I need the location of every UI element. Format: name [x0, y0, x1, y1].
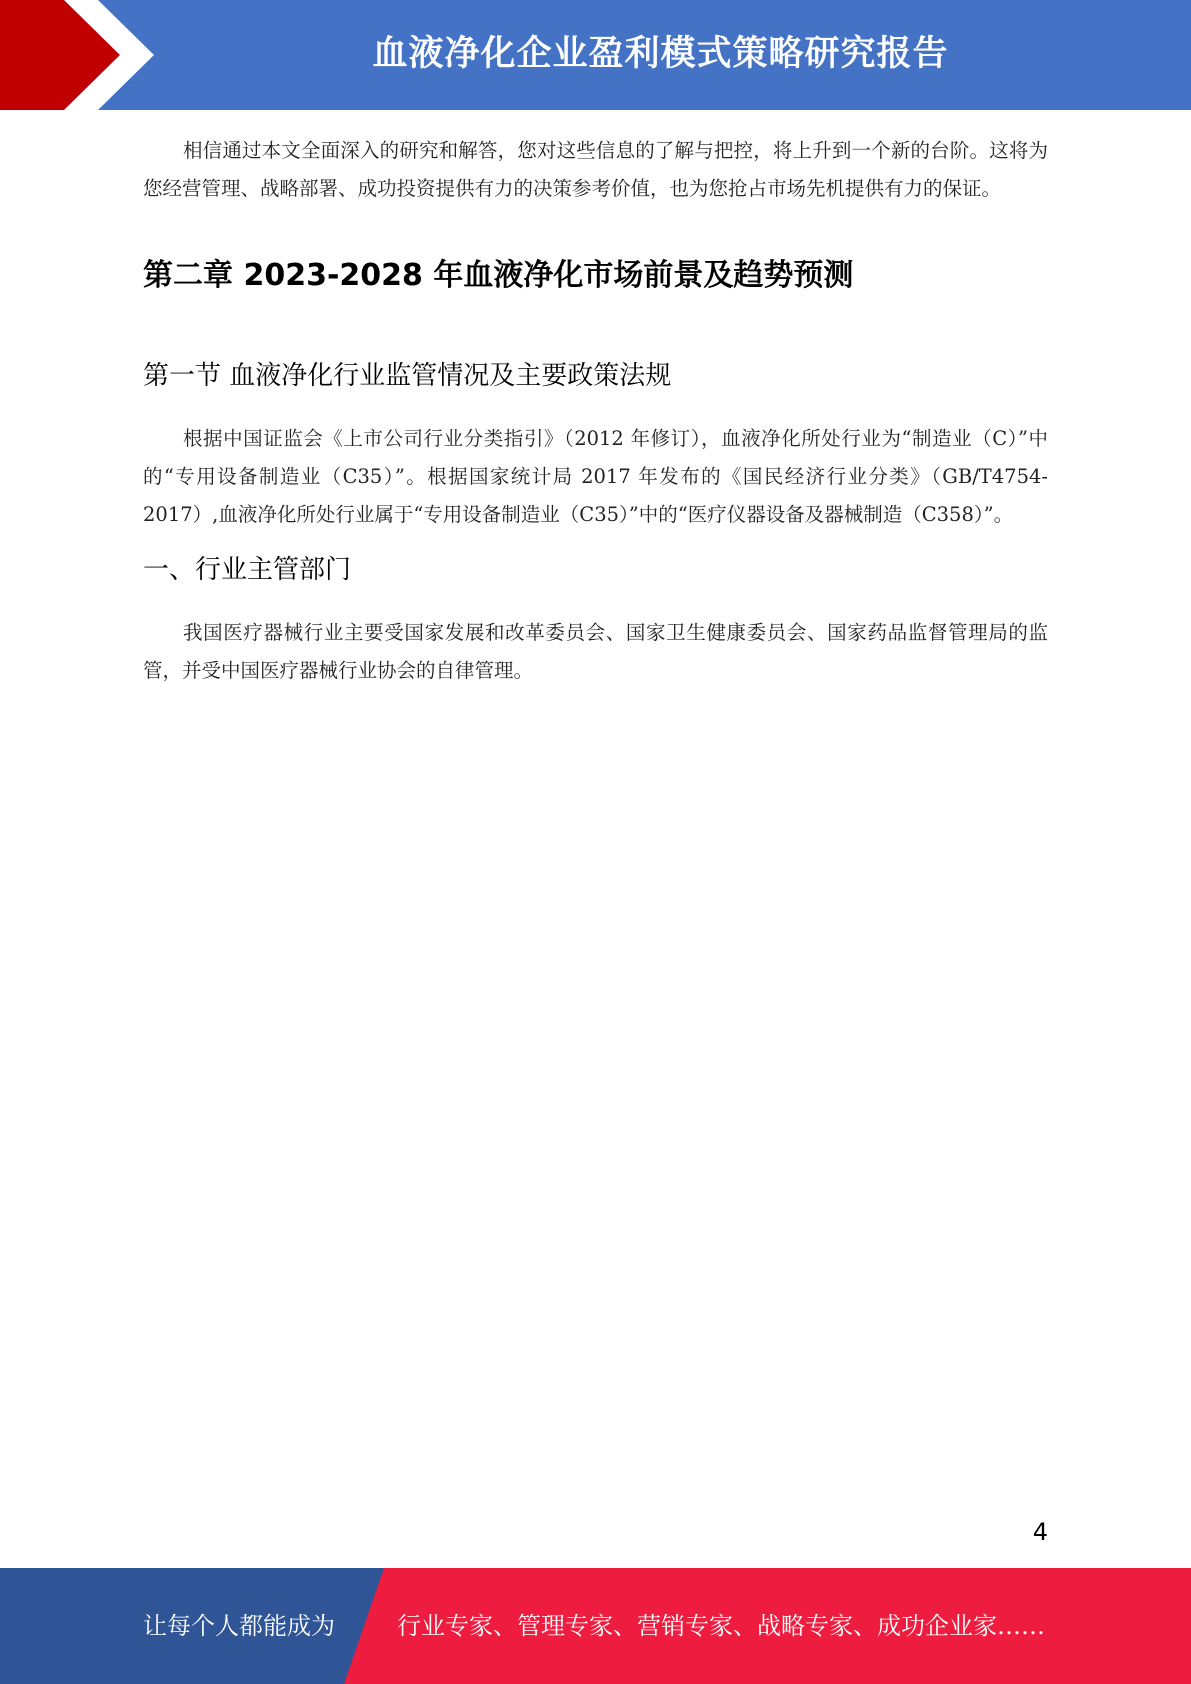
page-footer: [0, 1568, 1191, 1684]
document-body: [143, 132, 1048, 690]
intro-paragraph: 相信通过本文全面深入的研究和解答，您对这些信息的了解与把控，将上升到一个新的台阶。这将为您经营管理、战略部署、成功投资提供有力的决策参考价值，也为您抢占市场先机提供有力的保证。: [143, 139, 1048, 200]
page-header: [0, 0, 1191, 110]
chapter-title: 第二章 2023-2028 年血液净化市场前景及趋势预测: [143, 258, 854, 293]
report-title: 血液净化企业盈利模式策略研究报告: [372, 34, 949, 74]
footer-slogan-left: 让每个人都能成为: [143, 1612, 335, 1640]
footer-slogan-right: 行业专家、管理专家、营销专家、战略专家、成功企业家……: [397, 1612, 1045, 1640]
subsection-title: 一、行业主管部门: [143, 555, 352, 585]
subsection-paragraph: 我国医疗器械行业主要受国家发展和改革委员会、国家卫生健康委员会、国家药品监督管理局的监管，并受中国医疗器械行业协会的自律管理。: [143, 621, 1048, 682]
section-title: 第一节 血液净化行业监管情况及主要政策法规: [143, 361, 672, 391]
page-number: 4: [1032, 1518, 1048, 1546]
section-paragraph: 根据中国证监会《上市公司行业分类指引》（2012 年修订），血液净化所处行业为“制造业（C）”中的“专用设备制造业（C35）”。根据国家统计局 2017 年发布的《国民经济行业分类》（GB/T4754-2017）,血液净化所处行业属于“专用设备制造业（C35）”中的“医疗仪器设备及器械制造（C358）”。: [143, 427, 1048, 526]
